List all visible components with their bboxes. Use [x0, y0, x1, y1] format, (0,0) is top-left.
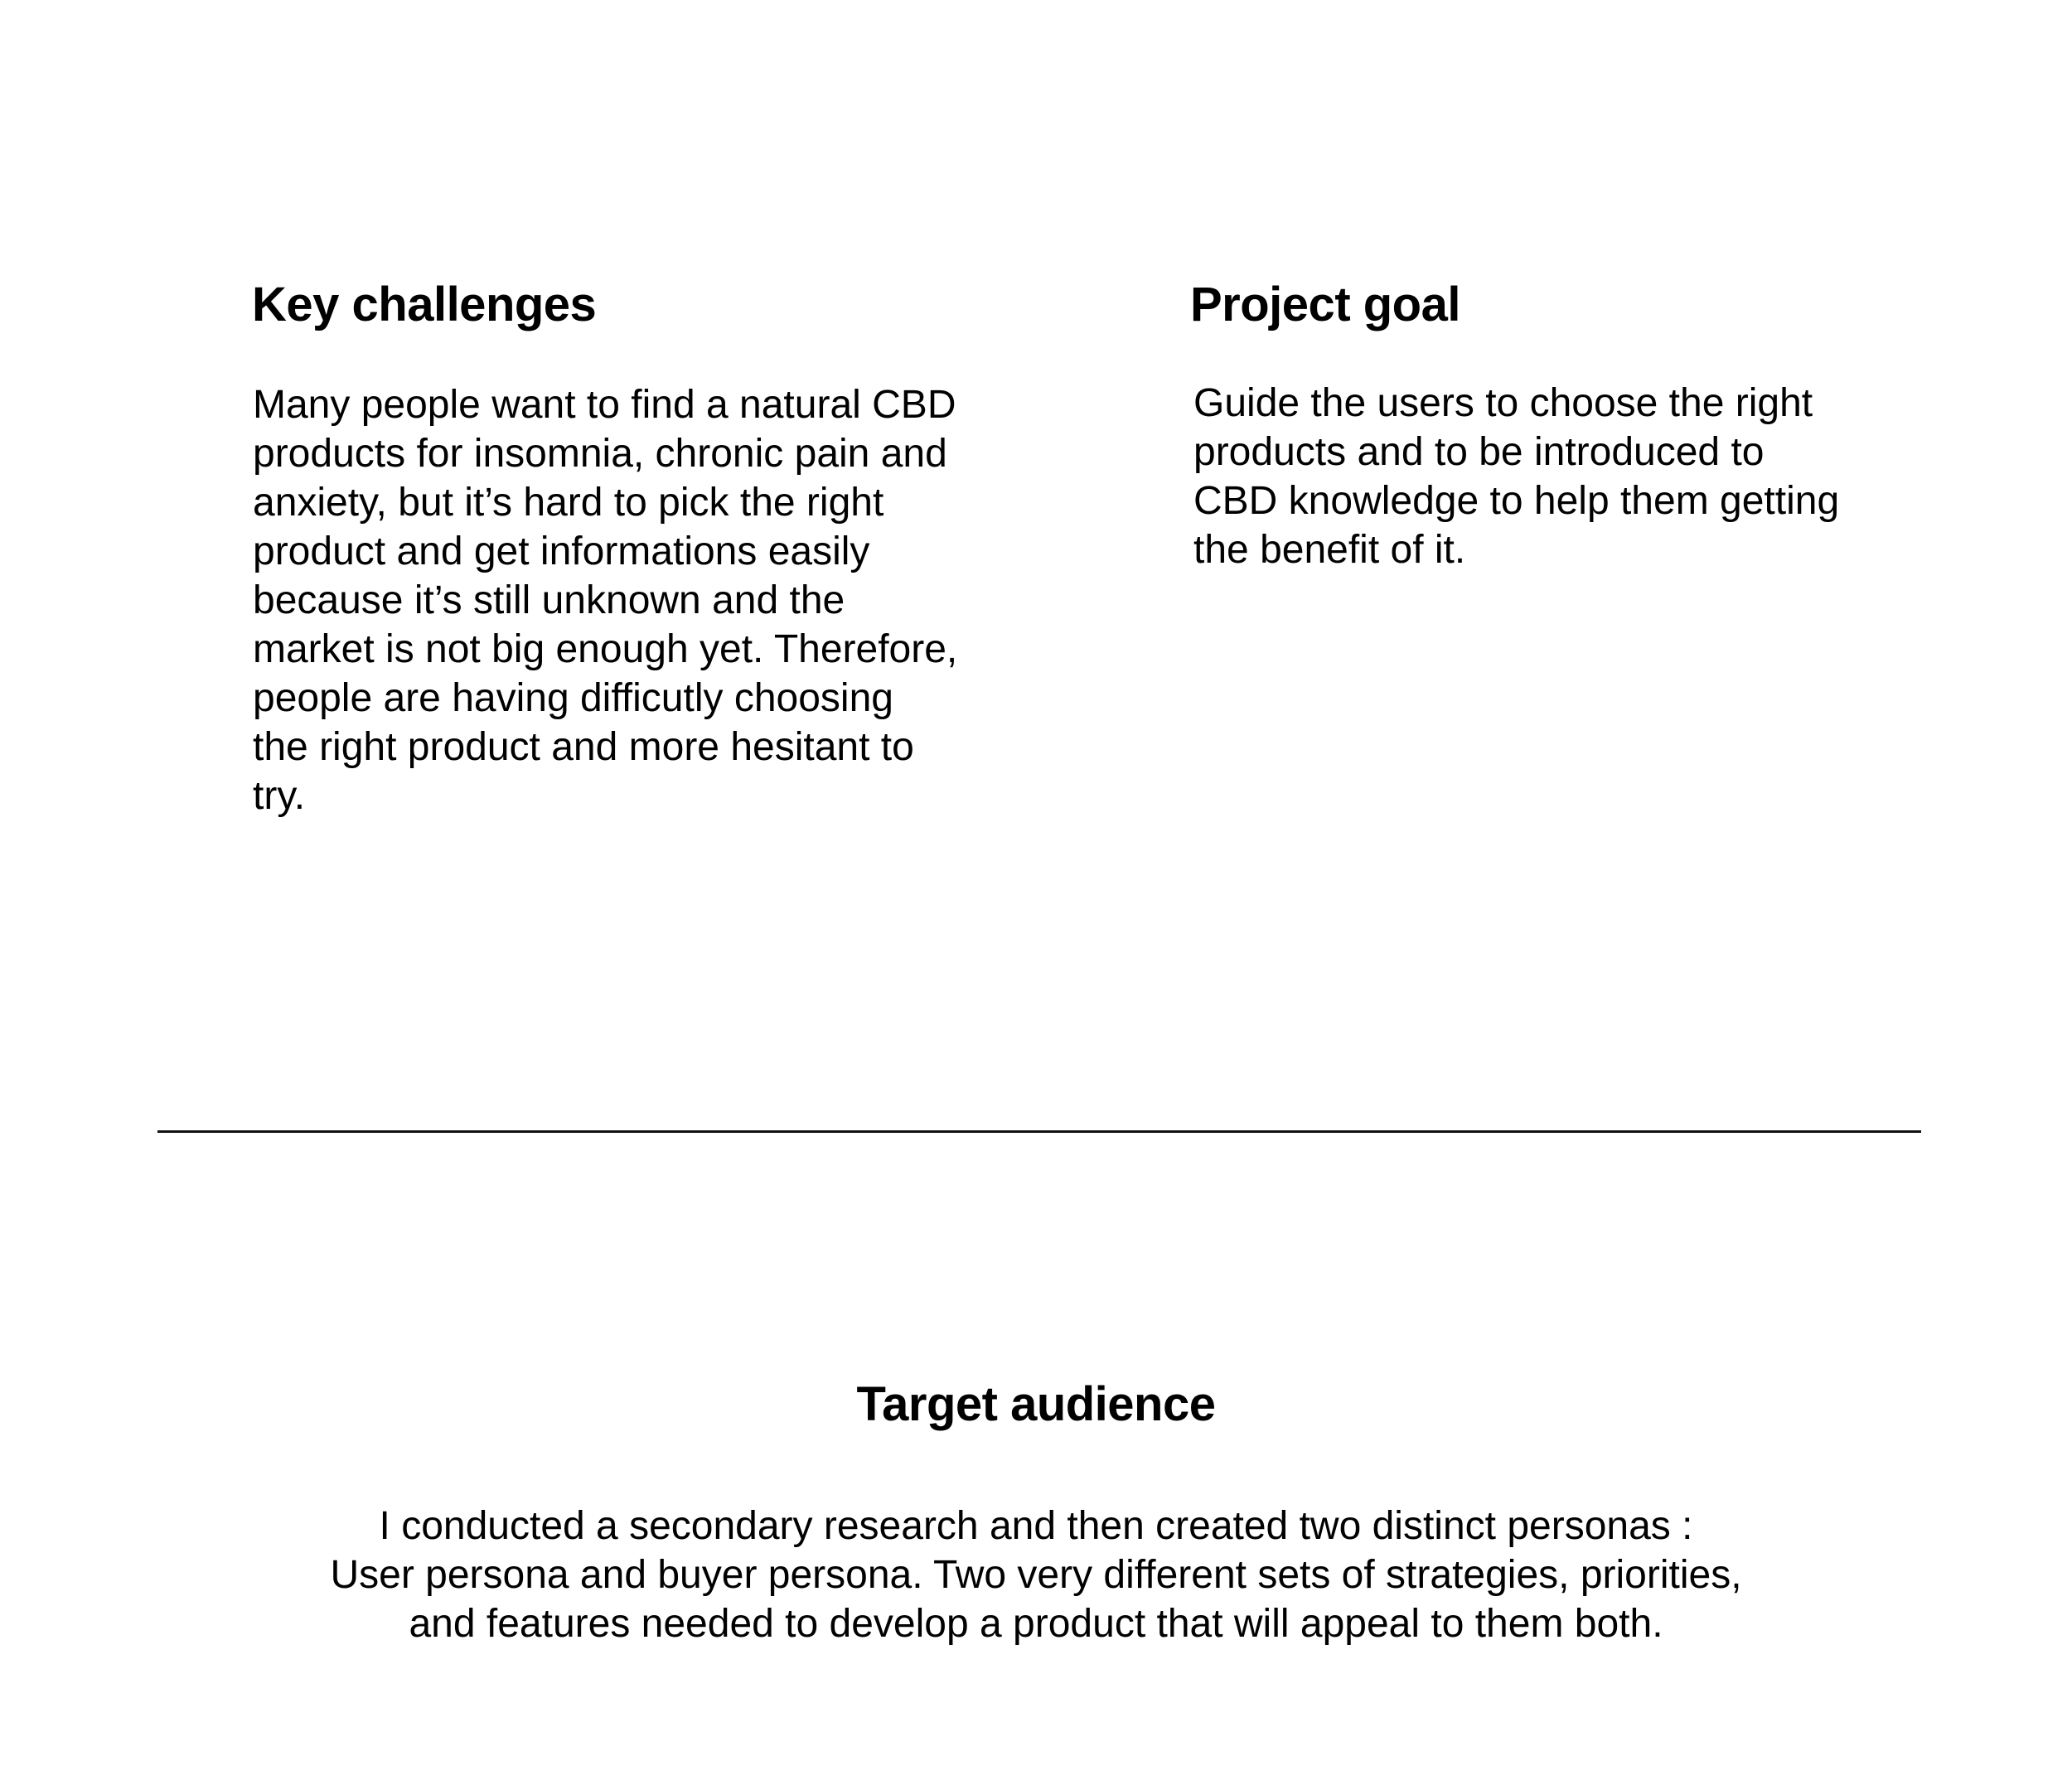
- target-audience-line: User persona and buyer persona. Two very different sets of strategies, priorities,: [330, 1553, 1742, 1597]
- key-challenges-text: [253, 380, 957, 820]
- target-audience-heading: Target audience: [856, 1377, 1216, 1431]
- key-challenges-line: anxiety, but it’s hard to pick the right: [253, 481, 884, 525]
- key-challenges-line: because it’s still unknown and the: [253, 578, 845, 622]
- key-challenges-line: people are having difficutly choosing: [253, 676, 893, 720]
- project-goal-text: [1193, 379, 1839, 574]
- project-goal-line: products and to be introduced to: [1193, 430, 1765, 474]
- target-audience-text: [0, 1502, 2072, 1648]
- target-audience-line: I conducted a secondary research and then created two distinct personas :: [379, 1504, 1693, 1548]
- section-divider: [157, 1130, 1921, 1133]
- key-challenges-line: product and get informations easily: [253, 530, 870, 573]
- project-goal-line: Guide the users to choose the right: [1193, 381, 1813, 425]
- key-challenges-line: market is not big enough yet. Therefore,: [253, 627, 958, 671]
- project-goal-line: the benefit of it.: [1193, 528, 1466, 572]
- key-challenges-line: the right product and more hesitant to: [253, 725, 914, 769]
- key-challenges-line: try.: [253, 774, 306, 818]
- key-challenges-line: Many people want to find a natural CBD: [253, 383, 956, 427]
- project-goal-heading: Project goal: [1190, 278, 1460, 331]
- key-challenges-heading: Key challenges: [252, 278, 597, 331]
- key-challenges-line: products for insomnia, chronic pain and: [253, 432, 947, 476]
- target-audience-line: and features needed to develop a product that will appeal to them both.: [409, 1602, 1663, 1646]
- project-goal-line: CBD knowledge to help them getting: [1193, 479, 1840, 523]
